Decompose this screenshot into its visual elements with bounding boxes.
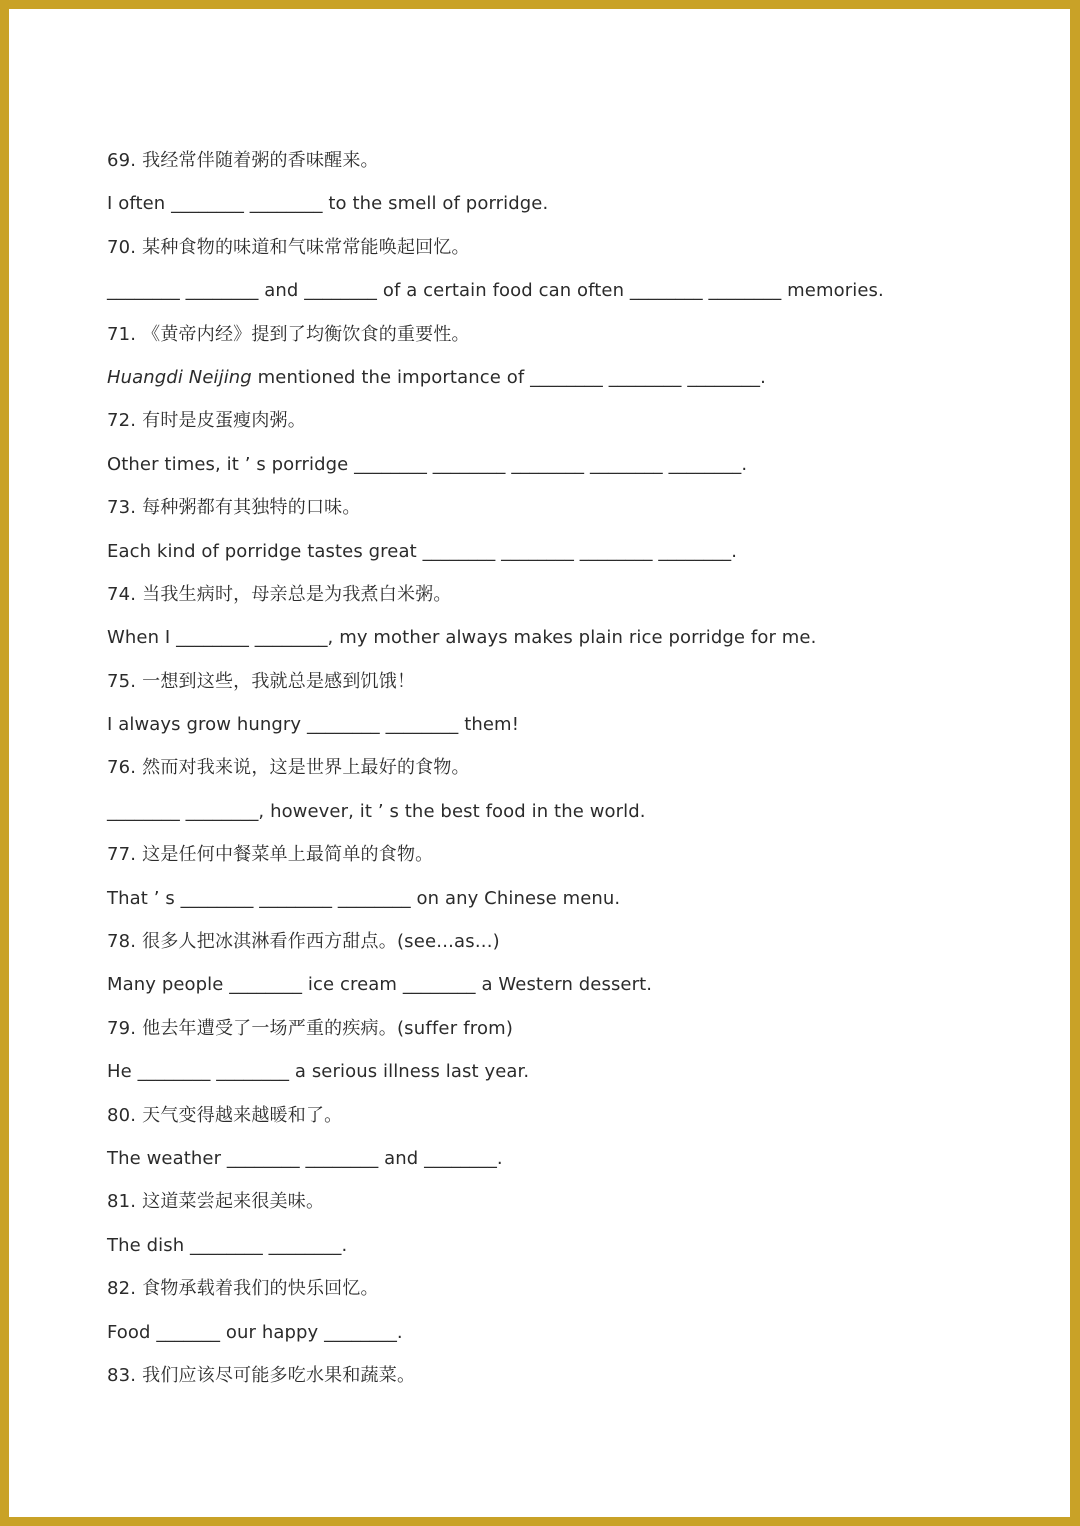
exercise-82-answer: Food _______ our happy ________.	[107, 1321, 403, 1343]
exercise-73-prompt: 73. 每种粥都有其独特的口味。	[107, 497, 361, 519]
exercise-79-prompt: 79. 他去年遭受了一场严重的疾病。(suffer from)	[107, 1017, 514, 1039]
exercise-76-answer: ________ ________, however, it ’ s the best food in the world.	[107, 800, 646, 822]
exercise-71-prompt: 71. 《黄帝内经》提到了均衡饮食的重要性。	[107, 323, 470, 345]
exercise-83-prompt: 83. 我们应该尽可能多吃水果和蔬菜。	[107, 1364, 416, 1386]
exercise-81-answer: The dish ________ ________.	[107, 1234, 348, 1256]
exercise-list	[107, 139, 1007, 1397]
exercise-73-answer: Each kind of porridge tastes great ________ ________ ________ ________.	[107, 540, 738, 562]
exercise-70-answer: ________ ________ and ________ of a certain food can often ________ ________ memories.	[107, 280, 884, 302]
exercise-76-prompt: 76. 然而对我来说，这是世界上最好的食物。	[107, 757, 470, 779]
exercise-80-prompt: 80. 天气变得越来越暖和了。	[107, 1104, 343, 1126]
exercise-80-answer: The weather ________ ________ and ________.	[107, 1147, 503, 1169]
exercise-69-prompt: 69. 我经常伴随着粥的香味醒来。	[107, 150, 379, 171]
exercise-72-prompt: 72. 有时是皮蛋瘦肉粥。	[107, 410, 306, 432]
exercise-77-prompt: 77. 这是任何中餐菜单上最简单的食物。	[107, 844, 434, 866]
exercise-78-prompt: 78. 很多人把冰淇淋看作西方甜点。(see...as...)	[107, 931, 500, 953]
exercise-75-prompt: 75. 一想到这些，我就总是感到饥饿！	[107, 670, 416, 692]
exercise-69-answer: I often ________ ________ to the smell of porridge.	[107, 193, 549, 215]
exercise-74-answer: When I ________ ________, my mother always makes plain rice porridge for me.	[107, 627, 817, 649]
exercise-72-answer: Other times, it ’ s porridge ________ ________ ________ ________ ________.	[107, 453, 748, 475]
exercise-79-answer: He ________ ________ a serious illness last year.	[107, 1061, 530, 1083]
exercise-71-answer	[107, 356, 1007, 399]
exercise-82-prompt: 82. 食物承载着我们的快乐回忆。	[107, 1278, 379, 1300]
exercise-71-answer-text: mentioned the importance of ________ ________ ________.	[251, 366, 766, 388]
exercise-70-prompt: 70. 某种食物的味道和气味常常能唤起回忆。	[107, 236, 470, 258]
exercise-74-prompt: 74. 当我生病时，母亲总是为我煮白米粥。	[107, 583, 452, 605]
exercise-81-prompt: 81. 这道菜尝起来很美味。	[107, 1191, 325, 1213]
exercise-78-answer: Many people ________ ice cream ________ a Western dessert.	[107, 974, 653, 996]
exercise-75-answer: I always grow hungry ________ ________ them!	[107, 714, 520, 736]
book-title: Huangdi Neijing	[107, 366, 252, 388]
exercise-77-answer: That ’ s ________ ________ ________ on any Chinese menu.	[107, 887, 621, 909]
